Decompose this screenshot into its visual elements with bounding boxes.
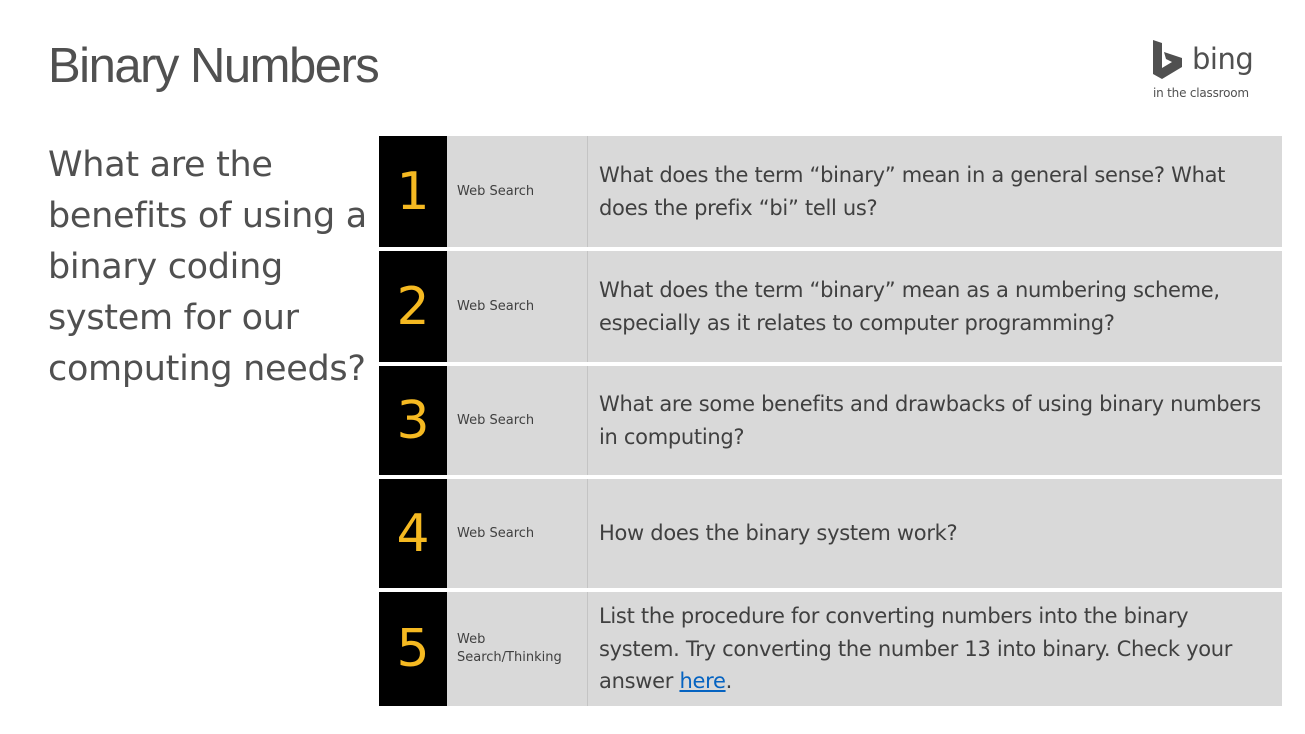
step-number: 1 (379, 136, 447, 247)
activity-table (379, 136, 1282, 710)
step-question: What does the term “binary” mean as a numbering scheme, especially as it relates to computer programming? (599, 278, 1220, 335)
table-row (379, 366, 1282, 475)
step-number: 3 (379, 366, 447, 475)
table-row (379, 479, 1282, 588)
driving-question: What are the benefits of using a binary coding system for our computing needs? (48, 145, 367, 389)
step-question: What are some benefits and drawbacks of using binary numbers in computing? (599, 392, 1261, 449)
bing-logo (1150, 40, 1265, 102)
step-tool: Web Search (447, 479, 588, 588)
bing-wordmark: bing (1192, 42, 1254, 76)
answer-link[interactable]: here (679, 669, 726, 694)
step-question: What does the term “binary” mean in a general sense? What does the prefix “bi” tell us? (599, 163, 1226, 220)
step-number: 2 (379, 251, 447, 362)
slide-title: Binary Numbers (48, 39, 379, 93)
step-tool: Web Search/Thinking (447, 592, 588, 706)
step-question-text: List the procedure for converting numbers into the binary system. Try converting the number 13 into binary. Check your answer (599, 604, 1233, 694)
table-row (379, 251, 1282, 362)
step-tool: Web Search (447, 136, 588, 247)
table-row (379, 592, 1282, 706)
step-number: 5 (379, 592, 447, 706)
step-question (588, 592, 1282, 706)
step-question: How does the binary system work? (599, 521, 958, 546)
step-tool: Web Search (447, 251, 588, 362)
bing-b-icon (1150, 40, 1186, 80)
bing-tagline: in the classroom (1153, 86, 1249, 100)
step-question-end: . (725, 669, 732, 694)
step-number: 4 (379, 479, 447, 588)
table-row (379, 136, 1282, 247)
step-tool: Web Search (447, 366, 588, 475)
